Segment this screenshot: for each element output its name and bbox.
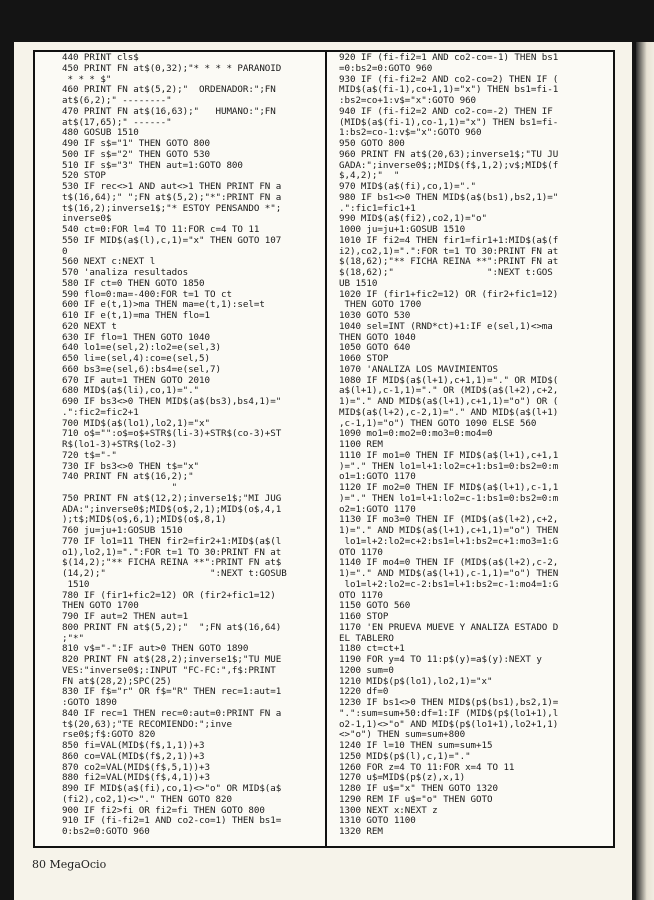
code-line: 790 IF aut=2 THEN aut=1 [62,611,189,622]
code-line: OTO 1170 [339,589,383,601]
code-line: EL TABLERO [339,632,394,644]
code-line: .":fic1=fic1+1 [339,202,416,214]
code-line: rse0$;f$:GOTO 820 [62,729,156,741]
code-line: 550 IF MID$(a$(l),c,1)="x" THEN GOTO 107 [62,234,282,246]
code-line: 1200 sum=0 [339,664,394,676]
code-line: 1110 IF mo1=0 THEN IF MID$(a$(l+1),c+1,1 [339,449,559,461]
code-line: ".":sum=sum+50:df=1:IF (MID$(p$(lo1+1),l [339,707,559,719]
code-line: 1280 IF u$="x" THEN GOTO 1320 [339,783,498,794]
code-line: 890 IF MID$(a$(fi),co,1)<>"o" OR MID$(a$ [62,783,282,794]
code-line: 530 IF rec<>1 AND aut<>1 THEN PRINT FN a [62,181,282,192]
code-line: $,4,2);" " [339,170,400,182]
code-line: 910 IF (fi-fi2=1 AND co2-co=1) THEN bs1= [62,815,282,827]
code-line: 1300 NEXT x:NEXT z [339,804,438,816]
code-line: 520 STOP [62,170,106,182]
code-line: 510 IF s$="3" THEN aut=1:GOTO 800 [62,159,243,171]
code-line: 0 [62,245,68,257]
code-line: )="." THEN lo1=l+1:lo2=c+1:bs1=0:bs2=0:m [339,460,559,472]
code-line: inverse0$ [62,213,112,225]
code-line: 1:bs2=co-1:v$="x":GOTO 960 [339,127,482,139]
code-line: 1240 IF l=10 THEN sum=sum+15 [339,740,493,751]
code-line: ADA:";inverse0$;MID$(o$,2,1);MID$(o$,4,1 [62,503,282,515]
code-line: 1050 GOTO 640 [339,342,411,354]
code-line: 1310 GOTO 1100 [339,815,416,827]
code-line: 1290 REM IF u$="o" THEN GOTO [339,793,493,805]
code-line: GADA:";inverse0$;;MID$(f$,1,2);v$;MID$(f [339,159,559,171]
code-line: (MID$(a$(fi-1),co-1,1)="x") THEN bs1=fi- [339,116,559,128]
magazine-name: MegaOcio [49,858,107,871]
code-line: 840 IF rec=1 THEN rec=0:aut=0:PRINT FN a [62,707,282,719]
code-line: 960 PRINT FN at$(20,63);inverse1$;"TU JU [339,148,559,160]
code-line: ,c-1,1)="o") THEN GOTO 1090 ELSE 560 [339,417,537,429]
code-line: 700 MID$(a$(lo1),lo2,1)="x" [62,417,210,429]
code-line: $(18,62);"** FICHA REINA **":PRINT FN at [339,256,559,268]
code-line: o2=1:GOTO 1170 [339,503,416,515]
code-line: 1030 GOTO 530 [339,310,411,321]
code-line: o1),lo2,1)=".":FOR t=1 TO 30:PRINT FN at [62,546,282,558]
code-line: 1270 u$=MID$(p$(z),x,1) [339,772,466,784]
code-line: 800 PRINT FN at$(5,2);" ";FN at$(16,64) [62,621,282,633]
code-line: 580 IF ct=0 THEN GOTO 1850 [62,277,205,289]
code-line: );t$;MID$(o$,6,1);MID$(o$,8,1) [62,514,227,526]
code-line: 1000 ju=ju+1:GOSUB 1510 [339,224,466,235]
code-line: 930 IF (fi-fi2=2 AND co2-co=2) THEN IF ( [339,73,559,85]
code-line: 1160 STOP [339,611,389,622]
code-line: 1)="." AND MID$(a$(l+1),c+1,1)="o") THEN [339,525,559,536]
code-line: o1=1:GOTO 1170 [339,471,416,483]
code-line: 870 co2=VAL(MID$(f$,5,1))+3 [62,761,210,773]
code-line: 990 MID$(a$(fi2),co2,1)="o" [339,213,487,225]
code-line: 490 IF s$="1" THEN GOTO 800 [62,138,210,149]
code-line: 850 fi=VAL(MID$(f$,1,1))+3 [62,740,205,751]
code-line: 690 IF bs3<>0 THEN MID$(a$(bs3),bs4,1)=" [62,396,282,407]
code-line: 750 PRINT FN at$(12,2);inverse1$;"MI JUG [62,492,282,504]
code-line: " [62,482,178,493]
code-line: 710 o$="":o$=o$+STR$(li-3)+STR$(co-3)+ST [62,428,282,440]
code-line: 590 flo=0:ma=-400:FOR t=1 TO ct [62,288,232,300]
code-line: 810 v$="-":IF aut>0 THEN GOTO 1890 [62,643,249,655]
code-line: 1190 FOR y=4 TO 11:p$(y)=a$(y):NEXT y [339,654,542,665]
code-line: R$(lo1-3)+STR$(lo2-3) [62,439,178,450]
code-line: 480 GOSUB 1510 [62,127,139,139]
code-line: at$(6,2);" --------" [62,95,172,106]
code-line: 1060 STOP [339,353,389,364]
code-line: FN at$(28,2);SPC(25) [62,675,172,687]
code-line: 500 IF s$="2" THEN GOTO 530 [62,148,210,160]
code-line: :GOTO 1890 [62,697,117,708]
code-line: 770 IF lo1=11 THEN fir2=fir2+1:MID$(a$(l [62,535,282,547]
code-line: OTO 1170 [339,546,383,558]
code-line: 670 IF aut=1 THEN GOTO 2010 [62,374,210,386]
code-line: 640 lo1=e(sel,2):lo2=e(sel,3) [62,342,221,354]
code-line: 1100 REM [339,439,383,450]
code-line: 650 li=e(sel,4):co=e(sel,5) [62,353,210,364]
code-line: (fi2),co2,1)<>"." THEN GOTO 820 [62,793,232,805]
code-line: o2-1,1)<>"o" AND MID$(p$(lo1+1),lo2+1,1) [339,718,559,730]
code-line: at$(17,65);" ------" [62,116,172,128]
code-line: 1120 IF mo2=0 THEN IF MID$(a$(l+1),c-1,1 [339,482,559,493]
code-line: 450 PRINT FN at$(0,32);"* * * * PARANOID [62,62,282,74]
code-line: =0:bs2=0:GOTO 960 [339,62,433,74]
code-line: 1180 ct=ct+1 [339,643,405,655]
code-line: lo1=l+2:lo2=c-2:bs1=l+1:bs2=c-1:mo4=1:G [339,578,559,590]
code-line: 1170 'EN PRUEVA MUEVE Y ANALIZA ESTADO D [339,621,559,633]
code-line: 900 IF fi2>fi OR fi2=fi THEN GOTO 800 [62,804,265,816]
code-line: MID$(a$(l+2),c-2,1)="." AND MID$(a$(l+1) [339,406,559,418]
code-line: t$(20,63);"TE RECOMIENDO:";inve [62,718,232,730]
code-line: 1040 sel=INT (RND*ct)+1:IF e(sel,1)<>ma [339,320,553,332]
code-line: $(18,62);" ":NEXT t:GOS [339,267,553,278]
code-line: THEN GOTO 1700 [339,299,422,311]
code-line: 760 ju=ju+1:GOSUB 1510 [62,525,183,536]
code-line: 720 t$="-" [62,449,117,461]
code-line: lo1=l+2:lo2=c+2:bs1=l+1:bs2=c+1:mo3=1:G [339,535,559,547]
code-line: 1)="." AND MID$(a$(l+1),c+1,1)="o") OR ( [339,396,559,407]
code-line: THEN GOTO 1700 [62,600,139,612]
code-line: :bs2=co+1:v$="x":GOTO 960 [339,95,477,106]
code-line: 1080 IF MID$(a$(l+1),c+1,1)="." OR MID$( [339,374,559,386]
code-line: <>"o") THEN sum=sum+800 [339,729,466,741]
code-line: 0:bs2=0:GOTO 960 [62,826,150,837]
code-line: 630 IF flo=1 THEN GOTO 1040 [62,331,210,343]
code-line: 780 IF (fir1+fic2=12) OR (fir2+fic1=12) [62,589,276,601]
code-line: 620 NEXT t [62,320,117,332]
code-line: 1220 df=0 [339,686,389,698]
code-line: 660 bs3=e(sel,6):bs4=e(sel,7) [62,363,221,375]
code-line: UB 1510 [339,277,378,289]
code-line: (14,2);" ":NEXT t:GOSUB [62,568,287,579]
code-line: 440 PRINT cls$ [62,53,139,63]
code-line: VES:"inverse0$;:INPUT "FC-FC:",f$:PRINT [62,664,276,676]
code-line: 470 PRINT FN at$(16,63);" HUMANO:";FN [62,105,276,117]
code-line: 970 MID$(a$(fi),co,1)="." [339,181,477,192]
code-line: 740 PRINT FN at$(16,2);" [62,471,194,483]
column-divider [325,50,327,848]
page-footer [32,858,106,871]
code-line: 680 MID$(a$(li),co,1)="." [62,385,200,397]
code-line: 1150 GOTO 560 [339,600,411,612]
code-line: 730 IF bs3<>0 THEN t$="x" [62,460,200,472]
code-line: 1230 IF bs1<>0 THEN MID$(p$(bs1),bs2,1)= [339,697,559,708]
code-line: 880 fi2=VAL(MID$(f$,4,1))+3 [62,772,210,784]
code-line: 1010 IF fi2=4 THEN fir1=fir1+1:MID$(a$(f [339,234,559,246]
next-page-edge [636,42,654,900]
code-line: 1020 IF (fir1+fic2=12) OR (fir2+fic1=12) [339,288,559,300]
code-line: 460 PRINT FN at$(5,2);" ORDENADOR:";FN [62,84,276,96]
code-line: 600 IF e(t,1)>ma THEN ma=e(t,1):sel=t [62,299,265,311]
page-number: 80 [32,858,46,871]
code-line: t$(16,2);inverse1$;"* ESTOY PENSANDO *"; [62,202,282,214]
code-line: 830 IF f$="r" OR f$="R" THEN rec=1:aut=1 [62,686,282,698]
code-line: 820 PRINT FN at$(28,2);inverse1$;"TU MUE [62,654,282,665]
code-line: * * * $" [62,73,112,85]
code-line: 1510 [62,578,90,590]
code-line: 940 IF (fi-fi2=2 AND co2-co=-2) THEN IF [339,105,553,117]
code-line: 1250 MID$(p$(l),c,1)="." [339,750,471,762]
code-line: 1130 IF mo3=0 THEN IF (MID$(a$(l+2),c+2, [339,514,559,526]
code-line: 570 'analiza resultados [62,267,189,278]
code-line: 1260 FOR z=4 TO 11:FOR x=4 TO 11 [339,761,515,773]
code-line: 610 IF e(t,1)=ma THEN flo=1 [62,310,210,321]
code-line: 1)="." AND MID$(a$(l+1),c-1,1)="o") THEN [339,568,559,579]
code-line: 950 GOTO 800 [339,138,405,149]
code-line: t$(16,64);" ";FN at$(5,2);"*":PRINT FN a [62,191,282,203]
code-line: 1090 mo1=0:mo2=0:mo3=0:mo4=0 [339,428,493,440]
listing-left-column [62,53,324,843]
code-line: 1070 'ANALIZA LOS MAVIMIENTOS [339,363,498,375]
code-line: 860 co=VAL(MID$(f$,2,1))+3 [62,750,205,762]
code-line: ;"*" [62,632,84,644]
listing-right-column [339,53,612,843]
code-line: 980 IF bs1<>0 THEN MID$(a$(bs1),bs2,1)=" [339,191,559,203]
code-line: $(14,2);"** FICHA REINA **":PRINT FN at$ [62,557,282,569]
code-line: 560 NEXT c:NEXT l [62,256,156,268]
code-line: a$(l+1),c-1,1)="." OR (MID$(a$(l+2),c+2, [339,385,559,397]
code-line: THEN GOTO 1040 [339,331,416,343]
code-line: )="." THEN lo1=l+1:lo2=c-1:bs1=0:bs2=0:m [339,492,559,504]
code-line: 1210 MID$(p$(lo1),lo2,1)="x" [339,675,493,687]
code-line: 1140 IF mo4=0 THEN IF (MID$(a$(l+2),c-2, [339,557,559,569]
code-line: 920 IF (fi-fi2=1 AND co2-co=-1) THEN bs1 [339,53,559,63]
code-line: i2),co2,1)=".":FOR t=1 TO 30:PRINT FN at [339,245,559,257]
code-line: MID$(a$(fi-1),co+1,1)="x") THEN bs1=fi-1 [339,84,559,96]
code-line: 1320 REM [339,826,383,837]
code-line: .":fic2=fic2+1 [62,406,139,418]
code-line: 540 ct=0:FOR l=4 TO 11:FOR c=4 TO 11 [62,224,260,235]
